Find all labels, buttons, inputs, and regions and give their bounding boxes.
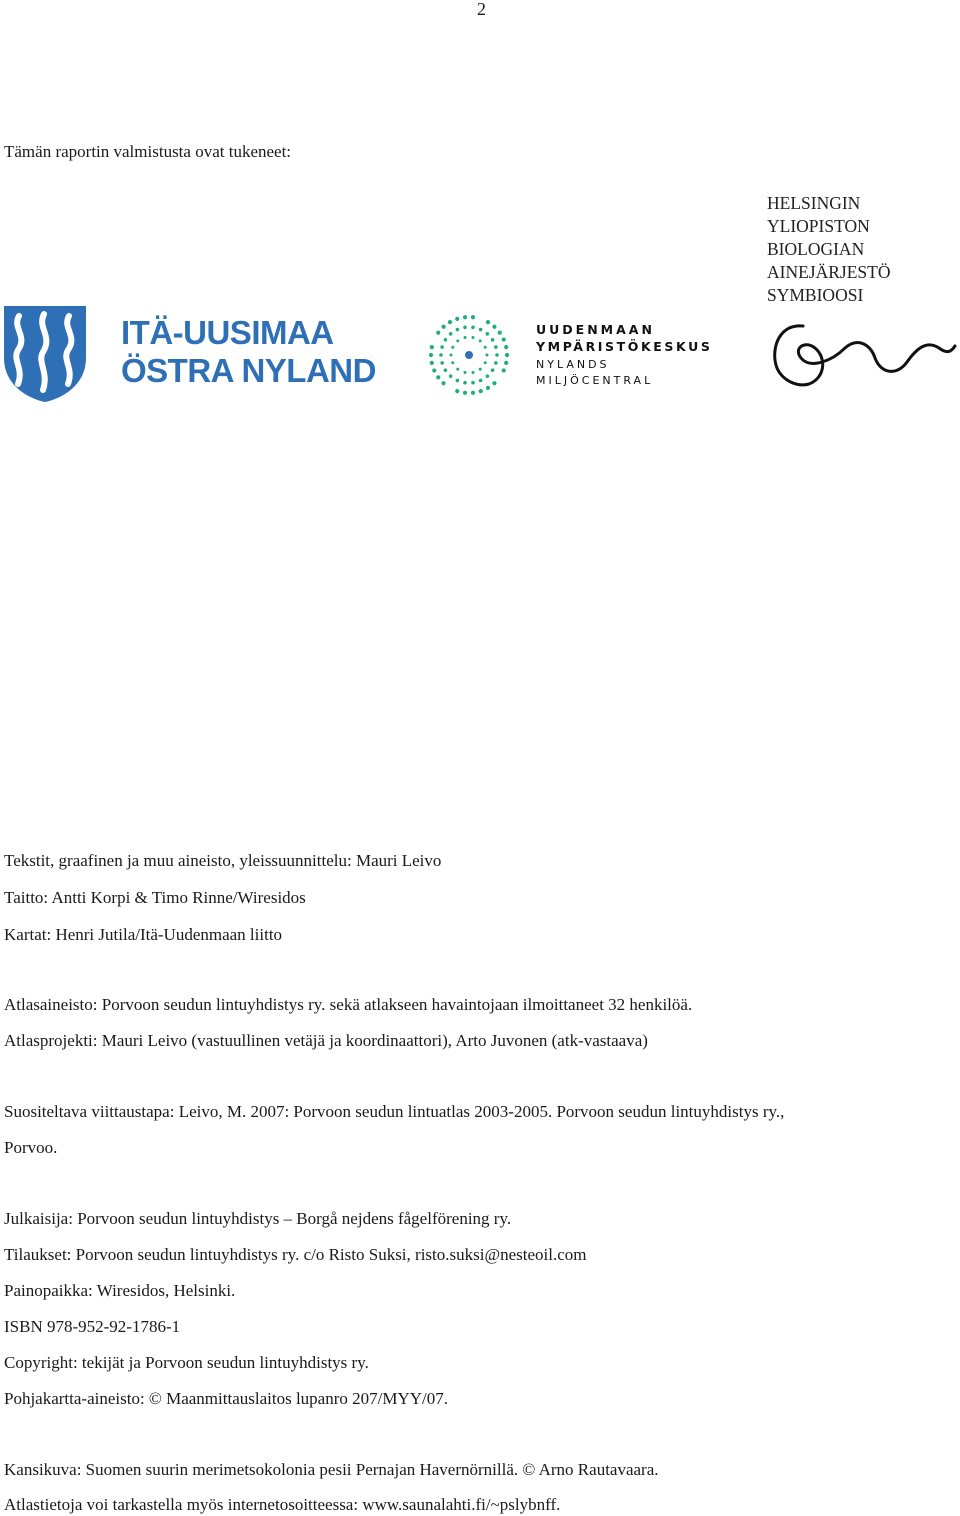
ymparistokeskus-line1: UUDENMAAN: [536, 322, 655, 337]
dotted-circle-icon: [426, 312, 512, 398]
emblem-dot: [430, 345, 434, 349]
ita-uusimaa-line1: ITÄ-UUSIMAA: [121, 314, 334, 351]
orders: Tilaukset: Porvoon seudun lintuyhdistys ry. c/o Risto Suksi, risto.suksi@nesteoil.com: [4, 1245, 587, 1264]
emblem-dot: [471, 315, 475, 319]
emblem-dot: [502, 368, 506, 372]
emblem-dot: [492, 325, 496, 329]
emblem-dot: [430, 361, 434, 365]
printing: Painopaikka: Wiresidos, Helsinki.: [4, 1281, 236, 1300]
emblem-dot: [463, 315, 467, 319]
emblem-dot: [486, 374, 490, 378]
emblem-dot: [444, 368, 448, 372]
publisher: Julkaisija: Porvoon seudun lintuyhdistys – Borgå nejdens fågelförening ry.: [4, 1209, 512, 1228]
emblem-dot: [451, 346, 454, 349]
base-map-credit: Pohjakartta-aineisto: © Maanmittauslaitos lupanro 207/MYY/07.: [4, 1389, 448, 1408]
emblem-dot: [455, 389, 459, 393]
emblem-dot: [479, 328, 483, 332]
emblem-dot: [456, 368, 459, 371]
emblem-dot: [502, 337, 506, 341]
emblem-dot: [441, 381, 445, 385]
emblem-dot: [495, 353, 499, 357]
ymparistokeskus-logo: [426, 312, 726, 398]
emblem-dot: [448, 320, 452, 324]
emblem-dot: [486, 320, 490, 324]
emblem-dot: [463, 381, 467, 385]
emblem-dot: [484, 361, 487, 364]
emblem-dot: [456, 339, 459, 342]
emblem-dot: [441, 325, 445, 329]
isbn: ISBN 978-952-92-1786-1: [4, 1317, 181, 1336]
emblem-dot: [484, 346, 487, 349]
copyright: Copyright: tekijät ja Porvoon seudun lintuyhdistys ry.: [4, 1353, 369, 1372]
emblem-dot: [486, 386, 490, 390]
emblem-dot: [504, 361, 508, 365]
layout-credit: Taitto: Antti Korpi & Timo Rinne/Wiresidos: [4, 888, 306, 907]
emblem-dot: [439, 353, 443, 357]
emblem-dot: [436, 331, 440, 335]
emblem-dot: [463, 371, 466, 374]
maps-credit: Kartat: Henri Jutila/Itä-Uudenmaan liitto: [4, 925, 283, 944]
ita-uusimaa-logo: [4, 306, 374, 402]
emblem-dot: [505, 353, 509, 357]
emblem-dot: [486, 354, 489, 357]
symbioosi-name: [767, 192, 890, 307]
emblem-dot: [504, 345, 508, 349]
emblem-dot: [456, 379, 460, 383]
emblem-dot: [494, 345, 498, 349]
emblem-dot: [498, 331, 502, 335]
symbioosi-line: HELSINGIN: [767, 193, 861, 213]
emblem-dot: [440, 345, 444, 349]
emblem-dot: [479, 339, 482, 342]
atlas-project-credit: Atlasprojekti: Mauri Leivo (vastuullinen vetäjä ja koordinaattori), Arto Juvonen (atk-vastaava): [4, 1031, 648, 1050]
emblem-dot: [479, 389, 483, 393]
symbioosi-line: YLIOPISTON: [767, 216, 870, 236]
emblem-dot: [463, 336, 466, 339]
symbioosi-line: AINEJÄRJESTÖ: [767, 262, 891, 282]
emblem-dot: [491, 368, 495, 372]
atlas-data-credit: Atlasaineisto: Porvoon seudun lintuyhdistys ry. sekä atlakseen havaintojaan ilmoittaneet 32 henkilöä.: [4, 995, 693, 1014]
symbioosi-line: BIOLOGIAN: [767, 239, 865, 259]
emblem-dot: [450, 354, 453, 357]
emblem-dot: [455, 317, 459, 321]
emblem-dot: [479, 379, 483, 383]
emblem-dot: [472, 371, 475, 374]
emblem-dot: [479, 368, 482, 371]
emblem-dot: [436, 375, 440, 379]
emblem-dot: [463, 391, 467, 395]
support-intro: Tämän raportin valmistusta ovat tukeneet:: [4, 142, 292, 161]
emblem-dot: [432, 368, 436, 372]
emblem-dot: [463, 325, 467, 329]
emblem-dot: [471, 381, 475, 385]
emblem-dot: [449, 374, 453, 378]
emblem-dot: [492, 381, 496, 385]
emblem-dot: [451, 361, 454, 364]
credits-text: Tekstit, graafinen ja muu aineisto, yleissuunnittelu: Mauri Leivo: [4, 851, 442, 870]
emblem-dot: [472, 336, 475, 339]
emblem-dot: [449, 332, 453, 336]
emblem-dot: [444, 338, 448, 342]
emblem-dot: [471, 391, 475, 395]
ita-uusimaa-line2: ÖSTRA NYLAND: [121, 352, 376, 389]
ymparistokeskus-line3: NYLANDS: [536, 358, 610, 371]
emblem-dot: [486, 332, 490, 336]
page-number: 2: [477, 0, 486, 19]
symbioosi-line: SYMBIOOSI: [767, 285, 864, 305]
emblem-dot: [494, 361, 498, 365]
ita-uusimaa-shield-icon: [4, 306, 86, 402]
citation-line-1: Suositeltava viittaustapa: Leivo, M. 2007: Porvoon seudun lintuatlas 2003-2005. Porvoon seudun lintuyhdistys ry.,: [4, 1102, 785, 1121]
emblem-dot: [429, 353, 433, 357]
atlas-web-address: Atlastietoja voi tarkastella myös internetosoitteessa: www.saunalahti.fi/~pslybnff.: [4, 1495, 561, 1514]
symbioosi-squiggle-icon: [767, 318, 959, 390]
cover-photo-credit: Kansikuva: Suomen suurin merimetsokolonia pesii Pernajan Havernörnillä. © Arno Rautavaara.: [4, 1460, 659, 1479]
emblem-dot: [440, 361, 444, 365]
ymparistokeskus-line4: MILJÖCENTRAL: [536, 374, 654, 387]
emblem-dot: [456, 328, 460, 332]
emblem-dot: [491, 338, 495, 342]
citation-line-2: Porvoo.: [4, 1138, 58, 1157]
emblem-dot: [471, 325, 475, 329]
ymparistokeskus-line2: YMPÄRISTÖKESKUS: [536, 339, 713, 354]
